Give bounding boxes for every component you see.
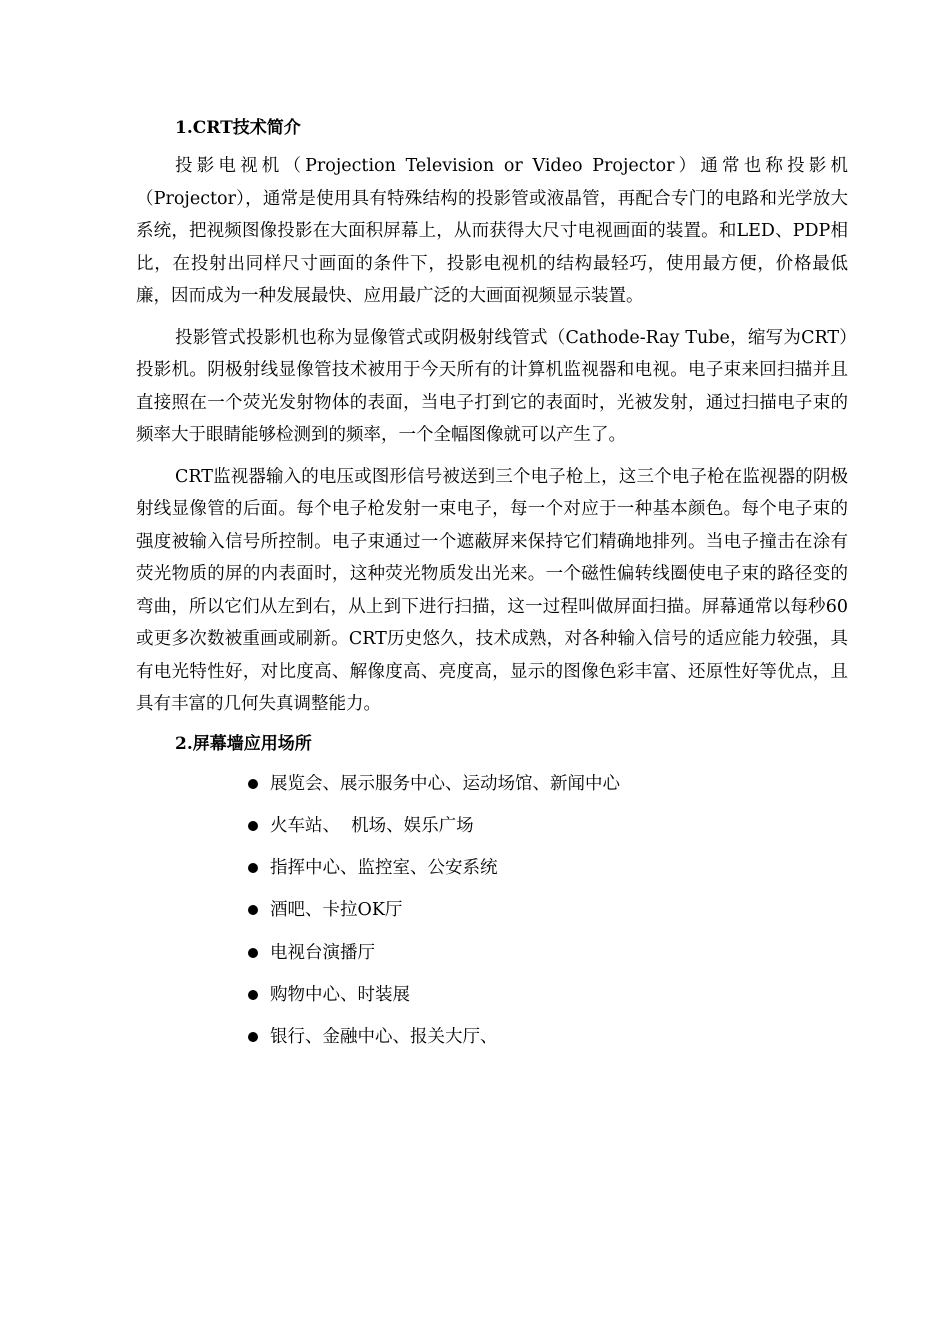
bullet-icon [248, 863, 258, 873]
bullet-icon [248, 990, 258, 1000]
venue-list [136, 768, 848, 1054]
bullet-icon [248, 821, 258, 831]
paragraph-projector-intro: 投影电视机（Projection Television or Video Projector）通常也称投影机（Projector），通常是使用具有特殊结构的投影管或液晶管，再配合专门的电路和光学放大系统，把视频图像投影在大面积屏幕上，从而获得大尺寸电视画面的装置。和LED、PDP相比，在投射出同样尺寸画面的条件下，投影电视机的结构最轻巧，使用最方便，价格最低廉，因而成为一种发展最快、应用最广泛的大画面视频显示装置。 [136, 156, 848, 306]
list-item-text: 酒吧、卡拉OK厅 [270, 900, 403, 921]
list-item-text: 购物中心、时装展 [270, 984, 410, 1005]
bullet-icon [248, 948, 258, 958]
list-item [248, 768, 848, 800]
list-item [248, 937, 848, 969]
paragraph-crt-projector: 投影管式投影机也称为显像管式或阴极射线管式（Cathode-Ray Tube，缩写为CRT）投影机。阴极射线显像管技术被用于今天所有的计算机监视器和电视。电子束来回扫描并且直接照在一个荧光发射物体的表面，当电子打到它的表面时，光被发射，通过扫描电子束的频率大于眼睛能够检测到的频率，一个全幅图像就可以产生了。 [136, 327, 848, 445]
bullet-icon [248, 779, 258, 789]
list-item-text: 火车站、 机场、娱乐广场 [270, 815, 474, 836]
list-item-text: 电视台演播厅 [270, 942, 375, 963]
list-item [248, 810, 848, 842]
list-item [248, 894, 848, 926]
section-1-heading: 1.CRT技术简介 [175, 118, 301, 138]
list-item [248, 1021, 848, 1053]
paragraph-crt-monitor: CRT监视器输入的电压或图形信号被送到三个电子枪上，这三个电子枪在监视器的阴极射线显像管的后面。每个电子枪发射一束电子，每一个对应于一种基本颜色。每个电子束的强度被输入信号所控制。电子束通过一个遮蔽屏来保持它们精确地排列。当电子撞击在涂有荧光物质的屏的内表面时，这种荧光物质发出光来。一个磁性偏转线圈使电子束的路径变的弯曲，所以它们从左到右，从上到下进行扫描，这一过程叫做屏面扫描。屏幕通常以每秒60或更多次数被重画或刷新。CRT历史悠久，技术成熟，对各种输入信号的适应能力较强，具有电光特性好，对比度高、解像度高、亮度高，显示的图像色彩丰富、还原性好等优点，且具有丰富的几何失真调整能力。 [136, 466, 848, 714]
list-item [248, 979, 848, 1011]
list-item-text: 展览会、展示服务中心、运动场馆、新闻中心 [270, 773, 620, 794]
section-2-heading: 2.屏幕墙应用场所 [175, 733, 312, 754]
bullet-icon [248, 1032, 258, 1042]
bullet-icon [248, 905, 258, 915]
list-item-text: 指挥中心、监控室、公安系统 [270, 858, 498, 879]
list-item-text: 银行、金融中心、报关大厅、 [270, 1027, 498, 1048]
list-item [248, 852, 848, 884]
section-1-body [136, 150, 848, 721]
document-page [136, 112, 848, 1064]
